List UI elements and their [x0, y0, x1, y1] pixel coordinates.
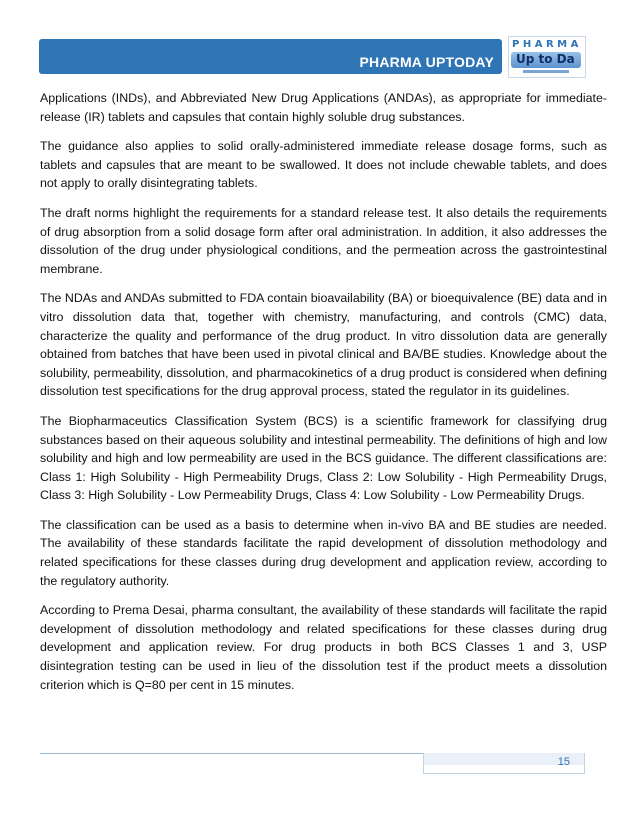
logo-bottom-band	[511, 52, 581, 68]
paragraph-2: The guidance also applies to solid orally-administered immediate release dosage forms, such as tablets and capsules that are meant to be swallowed. It does not include chewable tablets, and does not apply to orally disintegrating tablets.	[40, 139, 607, 191]
paragraph-7: According to Prema Desai, pharma consultant, the availability of these standards will facilitate the rapid development of dissolution methodology and related specifications for these classes during drug development and application review. For drug products in both BCS Classes 1 and 3, USP disintegration testing can be used in lieu of the dissolution test if the product meets a dissolution criterion which is Q=80 per cent in 15 minutes.	[40, 603, 607, 692]
paragraph-4: The NDAs and ANDAs submitted to FDA contain bioavailability (BA) or bioequivalence (BE) data and in vitro dissolution data that, together with chemistry, manufacturing, and controls (CMC) data, characterize the quality and performance of the drug product. In vitro dissolution data are generally obtained from batches that have been used in pivotal clinical and BA/BE studies. Knowledge about the solubility, permeability, dissolution, and pharmacokinetics of a drug product is considered when defining dissolution test specifications for the drug approval process, stated the regulator in its guidelines.	[40, 291, 607, 399]
header-banner	[39, 39, 502, 74]
paragraph-5: The Biopharmaceutics Classification System (BCS) is a scientific framework for classifying drug substances based on their aqueous solubility and intestinal permeability. The definitions of high and low solubility and high and low permeability are used in the BCS guidance. The different classifications are: Class 1: High Solubility - High Permeability Drugs, Class 2: Low Solubility - High Permeability Drugs, Class 3: High Solubility - Low Permeability Drugs, Class 4: Low Solubility - Low Permeability Drugs.	[40, 413, 607, 503]
paragraph-1: Applications (INDs), and Abbreviated New Drug Applications (ANDAs), as appropriate for immediate-release (IR) tablets and capsules that contain highly soluble drug substances.	[40, 91, 607, 124]
logo-top-text: PHARMA	[512, 39, 582, 50]
header-title: PHARMA UPTODAY	[359, 54, 494, 70]
logo-strip	[523, 70, 569, 73]
article-body	[40, 89, 607, 705]
page-number: 15	[557, 756, 570, 768]
logo-bottom-text: Up to Da	[516, 52, 575, 66]
page-number-box	[423, 753, 585, 774]
paragraph-6: The classification can be used as a basis to determine when in-vivo BA and BE studies are needed. The availability of these standards facilitate the rapid development of dissolution methodology and related specifications for these classes during drug development and application review, according to the regulatory authority.	[40, 517, 607, 588]
pharma-uptoday-logo	[508, 36, 586, 78]
paragraph-3: The draft norms highlight the requirements for a standard release test. It also details the requirements of drug absorption from a solid dosage form after oral administration. In addition, it also addresses the dissolution of the drug under physiological conditions, and the permeation across the gastrointestinal membrane.	[40, 205, 607, 276]
